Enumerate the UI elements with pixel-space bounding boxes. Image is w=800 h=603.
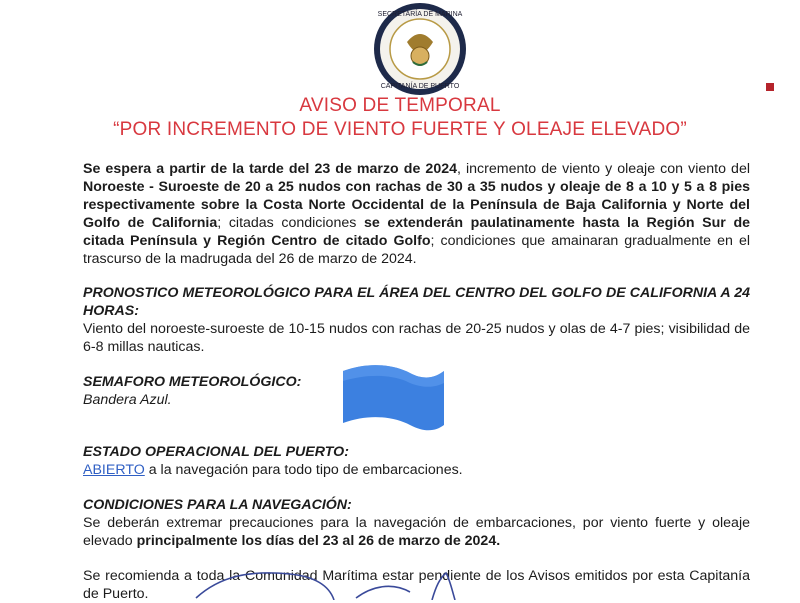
semaforo-section bbox=[83, 373, 333, 409]
forecast-body: Viento del noroeste-suroeste de 10-15 nudos con rachas de 20-25 nudos y olas de 4-7 pies; visibilidad de 6-8 millas nauticas. bbox=[83, 321, 750, 355]
navigation-body: Se deberán extremar precauciones para la navegación de embarcaciones, por viento fuerte y oleaje elevado bbox=[83, 515, 750, 549]
intro-paragraph bbox=[83, 160, 750, 268]
port-status-heading: ESTADO OPERACIONAL DEL PUERTO: bbox=[83, 444, 349, 460]
edge-mark bbox=[766, 83, 774, 91]
intro-text-3: ; condiciones que amainaran gradualmente en el trascurso de la madrugada del 26 de marzo de 2024. bbox=[83, 233, 750, 267]
recommendation-paragraph: Se recomienda a toda la Comunidad Marítima estar pendiente de los Avisos emitidos por esta Capitanía de Puerto. bbox=[83, 568, 750, 602]
navigation-section bbox=[83, 496, 750, 550]
seal-label: SECRETARÍA DE MARINA bbox=[377, 11, 463, 18]
semaforo-heading: SEMAFORO METEOROLÓGICO: bbox=[83, 374, 302, 390]
port-status-text: a la navegación para todo tipo de embarcaciones. bbox=[144, 462, 463, 478]
forecast-heading: PRONOSTICO METEOROLÓGICO PARA EL ÁREA DEL CENTRO DEL GOLFO DE CALIFORNIA A 24 HORAS: bbox=[83, 285, 750, 319]
port-status-link[interactable]: ABIERTO bbox=[83, 462, 145, 478]
intro-text-1: , incremento de viento y oleaje con viento del bbox=[457, 161, 750, 177]
navigation-emphasis: principalmente los días del 23 al 26 de marzo de 2024. bbox=[136, 533, 501, 549]
blue-flag-icon bbox=[340, 363, 446, 433]
navigation-heading: CONDICIONES PARA LA NAVEGACIÓN: bbox=[83, 497, 352, 513]
notice-title: AVISO DE TEMPORAL bbox=[299, 95, 501, 116]
seal-lower-label: CAPITANÍA DE PUERTO bbox=[380, 83, 460, 90]
forecast-section bbox=[83, 284, 750, 356]
notice-subtitle: “POR INCREMENTO DE VIENTO FUERTE Y OLEAJE ELEVADO” bbox=[113, 119, 687, 140]
intro-text-2: ; citadas condiciones bbox=[217, 215, 364, 231]
port-status-section bbox=[83, 443, 750, 479]
intro-extension: se extenderán paulatinamente hasta la Región Sur de citada Península y Región Centro de citado Golfo bbox=[83, 215, 750, 249]
intro-wind-detail: Noroeste - Suroeste de 20 a 25 nudos con rachas de 30 a 35 nudos y oleaje de 8 a 10 y 5 a 8 pies respectivamente sobre la Costa Norte Occidental de la Península de Baja California y Norte del Golfo de California bbox=[83, 179, 750, 231]
intro-start: Se espera a partir de la tarde del 23 de marzo de 2024 bbox=[83, 161, 457, 177]
semaforo-value: Bandera Azul. bbox=[83, 392, 172, 408]
secretaria-de-marina-seal bbox=[373, 2, 467, 96]
